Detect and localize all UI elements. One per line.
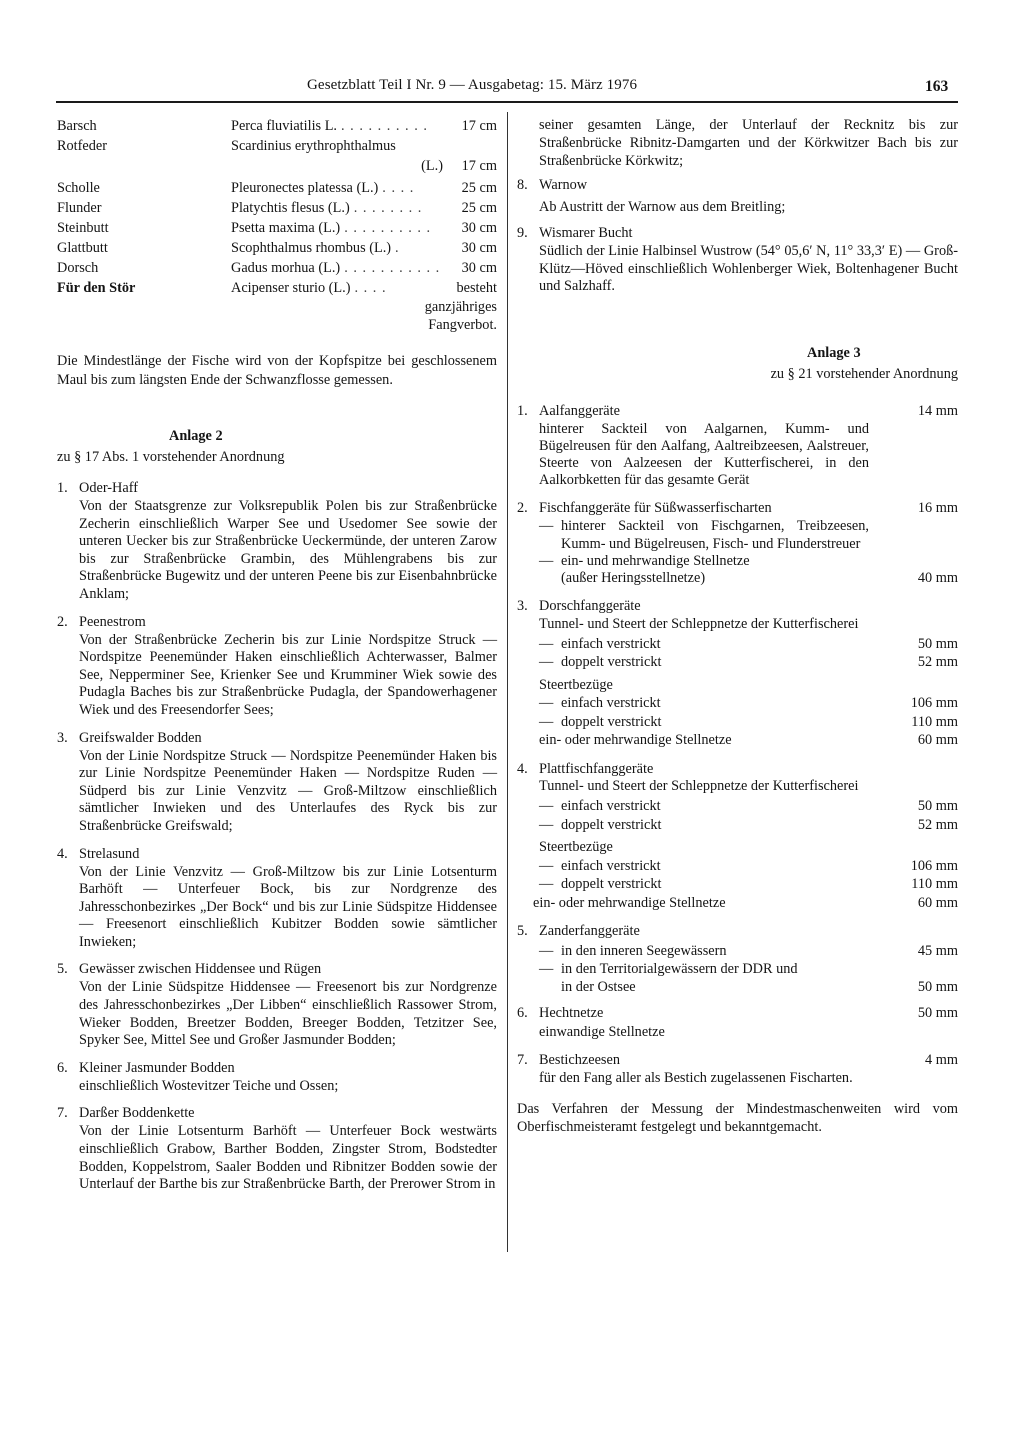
page-number: 163 <box>925 78 949 95</box>
mesh-size: 106 mm <box>910 695 958 712</box>
row-label: in den Territorialgewässern der DDR und <box>561 961 798 978</box>
row-label: einfach verstrickt <box>561 635 661 652</box>
mesh-size: 50 mm <box>917 635 958 652</box>
fish-scientific-name: Perca fluviatilis L. <box>231 118 338 134</box>
item-number: 1. <box>57 480 68 496</box>
row-label: einfach verstrickt <box>561 857 661 874</box>
item-title: Zanderfanggeräte <box>539 923 640 940</box>
fish-note-cont: ganzjähriges <box>424 299 497 315</box>
measurement-note: Die Mindestlänge der Fische wird von der Kopfspitze bei geschlossenem Maul bis zum längsten Ende der Schwanzflosse gemessen. <box>57 353 497 388</box>
fish-table <box>57 116 497 334</box>
mesh-size: 50 mm <box>917 979 958 996</box>
item-title: Strelasund <box>79 845 140 862</box>
list-item <box>57 613 497 720</box>
item-title: Bestichzeesen <box>539 1052 620 1069</box>
header-title: Gesetzblatt Teil I Nr. 9 — Ausgabetag: 15. März 1976 <box>307 77 638 93</box>
item-number: 3. <box>57 729 68 746</box>
fish-row: Dorsch Gadus morhua (L.) . . . . . . . . . . . 30 cm <box>57 260 497 276</box>
item-number: 4. <box>517 760 528 777</box>
page-header <box>0 76 1024 100</box>
list-item <box>57 729 497 836</box>
item-number: 6. <box>57 1059 68 1076</box>
list-item <box>517 1004 958 1041</box>
item-title: Wismarer Bucht <box>539 225 633 241</box>
item-text: Von der Staatsgrenze zur Volksrepublik Polen bis zur Straßenbrücke Zecherin einschließlich Warper See und Usedomer See sowie der unteren Uecker bis zur Straßenbrücke Ueckermünde, der unteren Zarow bis zur Straßenbrücke Grambin, des Mühlengrabens bis zur Straßenbrücke Bugewitz und der unteren Peene bis zur Eisenbahnbrücke Anklam; <box>79 498 497 602</box>
item-text: Südlich der Linie Halbinsel Wustrow (54° 05,6′ N, 11° 33,3′ E) — Groß-Klütz—Höved einschließlich Wohlenberger Wiek, Boltenhagener Bucht und Salzhaff. <box>539 243 958 294</box>
item-text: Tunnel- und Steert der Schleppnetze der Kutterfischerei <box>539 778 859 795</box>
fish-scientific-name: Psetta maxima (L.) <box>231 220 341 236</box>
item-text: für den Fang aller als Bestich zugelassenen Fischarten. <box>539 1069 853 1086</box>
item-text: hinterer Sackteil von Fischgarnen, Treibzeesen, Kumm- und Bügelreusen, Fisch- und Flunderstreuer <box>561 518 869 552</box>
list-item: 4. Plattfischfanggeräte Tunnel- und Steert der Schleppnetze der Kutterfischerei — einfach verstrickt 50 mm — doppelt verstrickt 52 mm Steertbezüge — einfach verstrickt 106 mm — doppelt verstrickt 110 mm ein- oder mehrwandige Stellnetze 60 mm <box>517 760 958 911</box>
fish-common-name: Steinbutt <box>57 220 109 236</box>
fish-common-name: Scholle <box>57 180 100 196</box>
column-divider <box>507 112 508 1252</box>
item-text: Von der Linie Venzvitz — Groß-Miltzow bis zur Linie Lotsenturm Barhöft — Unterfeuer Bock, bis zur Nordgrenze des Jahresschonbezirkes „Der Bock“ und bis zur Linie Südspitze Hiddensee — Freesenort einschließlich Kubitzer Bodden sowie sämtlicher Inwieken; <box>79 863 497 950</box>
item-title: Peenestrom <box>79 613 146 630</box>
fish-min-size: 30 cm <box>461 220 497 236</box>
list-item <box>57 1104 497 1193</box>
item-number: 5. <box>57 961 68 978</box>
fish-row: Flunder Platychtis flesus (L.) . . . . . . . . 25 cm <box>57 200 497 216</box>
list-item: 3. Dorschfanggeräte Tunnel- und Steert der Schleppnetze der Kutterfischerei — einfach verstrickt 50 mm — doppelt verstrickt 52 mm Steertbezüge — einfach verstrickt 106 mm — doppelt verstrickt 110 mm ein- oder mehrwandige Stellnetze 60 mm <box>517 598 958 749</box>
item-title: Aalfanggeräte <box>539 402 620 419</box>
fish-common-name: Glattbutt <box>57 240 108 256</box>
fish-common-name: Barsch <box>57 118 97 134</box>
right-column <box>517 116 958 1136</box>
item-text: einwandige Stellnetze <box>539 1023 665 1040</box>
item-title: Plattfischfanggeräte <box>539 760 654 777</box>
item-text: hinterer Sackteil von Aalgarnen, Kumm- und Bügelreusen für den Aalfang, Aaltreibzeesen, Aalstreuer, Steerte von Aalzeesen der Kutterfischerei, in den Aalkorbketten für das gesamte Gerät <box>539 420 869 489</box>
item-text: (außer Heringsstellnetze) <box>561 569 706 586</box>
item-text: Von der Linie Südspitze Hiddensee — Freesenort bis zur Nordgrenze des Jahresschonbezirkes „Der Libben“ einschließlich Rassower Strom, Wieker Bodden, Breetzer Bodden, Breeger Bodden, Tetzitzer See, Spyker See, Mittel See und Großer Jasmunder Bodden; <box>79 979 497 1049</box>
fish-scientific-name: Platychtis flesus (L.) <box>231 200 350 216</box>
item-number: 2. <box>517 500 528 517</box>
item-title: Oder-Haff <box>79 480 138 496</box>
list-item: 5. Zanderfanggeräte — in den inneren Seegewässern 45 mm — in den Territorialgewässern der DDR und in der Ostsee 50 mm <box>517 923 958 996</box>
fish-min-size: 30 cm <box>461 260 497 276</box>
fish-min-size: 17 cm <box>461 158 497 174</box>
fish-row <box>57 156 497 176</box>
anlage-2-subtitle: zu § 17 Abs. 1 vorstehender Anordnung <box>57 449 285 465</box>
fish-common-name: Flunder <box>57 200 102 216</box>
item-number: 2. <box>57 613 68 630</box>
list-item <box>57 1059 497 1096</box>
item-number: 8. <box>517 177 528 193</box>
mesh-size: 52 mm <box>917 654 958 671</box>
item-number: 5. <box>517 923 528 940</box>
item-number: 4. <box>57 845 68 862</box>
steertbezuege-label: Steertbezüge <box>539 676 613 693</box>
mesh-size: 16 mm <box>917 500 958 517</box>
fish-scientific-name: Acipenser sturio (L.) <box>231 280 351 296</box>
item-text: Tunnel- und Steert der Schleppnetze der Kutterfischerei <box>539 615 859 632</box>
fish-note: besteht <box>456 280 497 296</box>
fish-scientific-name: Scardinius erythrophthalmus <box>231 138 396 154</box>
item-title: Dorschfanggeräte <box>539 598 641 615</box>
mesh-size: 110 mm <box>911 876 958 893</box>
item-title: Fischfanggeräte für Süßwasserfischarten <box>539 500 772 517</box>
fish-scientific-name-cont: (L.) <box>421 158 443 174</box>
item-title: Warnow <box>539 177 588 193</box>
mesh-size: 60 mm <box>917 894 958 911</box>
item-text: Von der Linie Nordspitze Struck — Nordspitze Peenemünder Haken bis zur Linie Nordspitze Peenemünder Haken — Nordspitze Ruden — Südperd bis zur Linie Venzvitz — Groß-Miltzow einschließlich sämtlicher Inwieken und des Unterlaufes des Ryck bis zur Straßenbrücke Greifswald; <box>79 747 497 834</box>
header-rule <box>56 101 958 103</box>
row-label: einfach verstrickt <box>561 695 661 712</box>
item-number: 9. <box>517 225 528 241</box>
list-item <box>57 845 497 952</box>
mesh-size: 60 mm <box>917 732 958 749</box>
list-item <box>57 479 497 604</box>
closing-note: Das Verfahren der Messung der Mindestmaschenweiten wird vom Oberfischmeisteramt festgelegt und bekanntgemacht. <box>517 1101 958 1135</box>
fish-row: Steinbutt Psetta maxima (L.) . . . . . . . . . . 30 cm <box>57 220 497 236</box>
fish-min-size: 25 cm <box>461 200 497 216</box>
fish-common-name: Rotfeder <box>57 138 108 154</box>
item-number: 7. <box>57 1105 68 1122</box>
list-item <box>57 960 497 1049</box>
item-number: 6. <box>517 1005 528 1022</box>
item-number: 7. <box>517 1052 528 1069</box>
anlage-2-list <box>57 479 497 1194</box>
row-label: doppelt verstrickt <box>561 713 662 730</box>
mesh-size: 52 mm <box>917 816 958 833</box>
fish-common-name: Für den Stör <box>57 280 136 296</box>
fish-scientific-name: Pleuronectes platessa (L.) <box>231 180 379 196</box>
item-title: Hechtnetze <box>539 1005 604 1022</box>
anlage-2-title: Anlage 2 <box>169 428 223 444</box>
mesh-size: 50 mm <box>917 1005 958 1022</box>
fish-row: Glattbutt Scophthalmus rhombus (L.) . 30 cm <box>57 240 497 256</box>
fish-min-size: 25 cm <box>461 180 497 196</box>
fish-note-cont: Fangverbot. <box>428 317 497 333</box>
list-item <box>517 402 958 490</box>
item-title: Gewässer zwischen Hiddensee und Rügen <box>79 961 322 978</box>
mesh-size: 110 mm <box>911 713 958 730</box>
fish-min-size: 17 cm <box>461 118 497 134</box>
row-label: ein- oder mehrwandige Stellnetze <box>533 894 726 911</box>
item-text: Ab Austritt der Warnow aus dem Breitling; <box>539 199 786 215</box>
item-title: Greifswalder Bodden <box>79 729 202 746</box>
fish-row <box>57 136 497 156</box>
mesh-size: 14 mm <box>917 402 958 419</box>
anlage-3-subtitle: zu § 21 vorstehender Anordnung <box>770 365 958 382</box>
anlage-3-title: Anlage 3 <box>807 344 861 361</box>
fish-row: Barsch Perca fluviatilis L. . . . . . . . . . . 17 cm <box>57 118 497 134</box>
row-label: doppelt verstrickt <box>561 816 662 833</box>
list-item <box>517 224 958 296</box>
item-text: ein- und mehrwandige Stellnetze <box>561 552 750 569</box>
row-label: ein- oder mehrwandige Stellnetze <box>539 732 732 749</box>
item-title: Darßer Boddenkette <box>79 1105 195 1122</box>
list-item <box>517 176 958 217</box>
mesh-size: 106 mm <box>910 857 958 874</box>
mesh-size: 45 mm <box>917 943 958 960</box>
steertbezuege-label: Steertbezüge <box>539 839 613 856</box>
fish-scientific-name: Scophthalmus rhombus (L.) <box>231 240 392 256</box>
left-column <box>57 116 497 1194</box>
list-item: 2. Fischfanggeräte für Süßwasserfischarten 16 mm — hinterer Sackteil von Fischgarnen, Treibzeesen, Kumm- und Bügelreusen, Fisch- und Flunderstreuer — ein- und mehrwandige Stellnetze (außer Heringsstellnetze) 40 mm <box>517 500 958 586</box>
fish-scientific-name: Gadus morhua (L.) <box>231 260 341 276</box>
row-label: doppelt verstrickt <box>561 876 662 893</box>
item-text: Von der Straßenbrücke Zecherin bis zur Linie Nordspitze Struck — Nordspitze Peenemünder Haken einschließlich Achterwasser, Balmer See, Nepperminer See, Krienker See und Krumminer Wiek sowie des Pudagla Baches bis zur Straßenbrücke Pudagla, der Spandowerhagener Wiek und des Freesendorfer Sees; <box>79 631 497 718</box>
mesh-size: 50 mm <box>917 798 958 815</box>
fish-common-name: Dorsch <box>57 260 99 276</box>
item-title: Kleiner Jasmunder Bodden <box>79 1059 235 1076</box>
fish-row: Für den Stör Acipenser sturio (L.) . . . . besteht <box>57 280 497 296</box>
item-number: 1. <box>517 402 528 419</box>
row-label: einfach verstrickt <box>561 798 661 815</box>
item-text: einschließlich Wostevitzer Teiche und Ossen; <box>79 1077 339 1094</box>
mesh-size: 40 mm <box>917 569 958 586</box>
item-text: Von der Linie Lotsenturm Barhöft — Unterfeuer Bock westwärts einschließlich Grabow, Barther Bodden, Zingster Strom, Bodstedter Bodden, Koppelstrom, Saaler Bodden und Ribnitzer Bodden sowie der Unterlauf der Barthe bis zur Straßenbrücke Barth, der Prerower Strom in <box>79 1123 497 1193</box>
row-label: in der Ostsee <box>561 979 636 996</box>
item-number: 3. <box>517 598 528 615</box>
row-label: doppelt verstrickt <box>561 654 662 671</box>
fish-row: Scholle Pleuronectes platessa (L.) . . . . 25 cm <box>57 180 497 196</box>
mesh-size: 4 mm <box>925 1052 958 1069</box>
item-7-continuation: seiner gesamten Länge, der Unterlauf der Recknitz bis zur Straßenbrücke Ribnitz-Damgarten und der Körkwitzer Bach bis zur Straßenbrücke Körkwitz; <box>539 117 958 169</box>
fish-min-size: 30 cm <box>461 240 497 256</box>
list-item <box>517 1051 958 1087</box>
row-label: in den inneren Seegewässern <box>561 943 727 960</box>
